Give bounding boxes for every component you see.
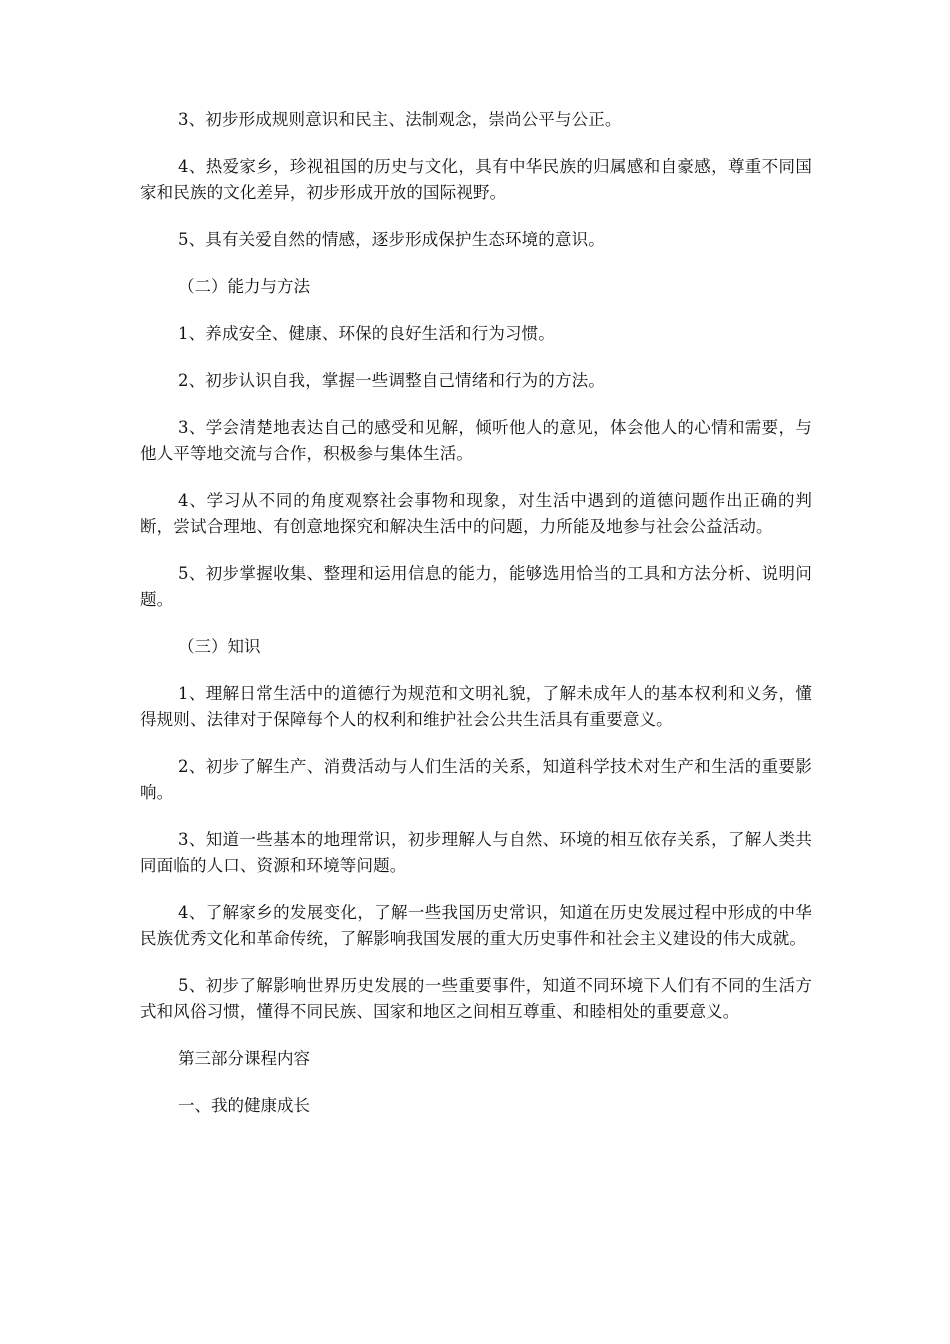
paragraph-knowledge-2: 2、初步了解生产、消费活动与人们生活的关系，知道科学技术对生产和生活的重要影响。 (140, 757, 812, 802)
part-heading-course-content: 第三部分课程内容 (178, 1049, 310, 1068)
paragraph-knowledge-4: 4、了解家乡的发展变化，了解一些我国历史常识，知道在历史发展过程中形成的中华民族优秀文化和革命传统，了解影响我国发展的重大历史事件和社会主义建设的伟大成就。 (140, 903, 812, 948)
section-heading-knowledge: （三）知识 (178, 637, 261, 656)
paragraph-knowledge-3: 3、知道一些基本的地理常识，初步理解人与自然、环境的相互依存关系，了解人类共同面临的人口、资源和环境等问题。 (140, 830, 812, 875)
paragraph-emotion-3: 3、初步形成规则意识和民主、法制观念，崇尚公平与公正。 (178, 110, 622, 129)
paragraph-ability-4: 4、学习从不同的角度观察社会事物和现象，对生活中遇到的道德问题作出正确的判断，尝试合理地、有创意地探究和解决生活中的问题，力所能及地参与社会公益活动。 (140, 491, 812, 536)
paragraph-emotion-4: 4、热爱家乡，珍视祖国的历史与文化，具有中华民族的归属感和自豪感，尊重不同国家和民族的文化差异，初步形成开放的国际视野。 (140, 157, 812, 202)
paragraph-ability-2: 2、初步认识自我，掌握一些调整自己情绪和行为的方法。 (178, 371, 605, 390)
chapter-heading-healthy-growth: 一、我的健康成长 (178, 1096, 310, 1115)
paragraph-emotion-5: 5、具有关爱自然的情感，逐步形成保护生态环境的意识。 (178, 230, 605, 249)
paragraph-ability-5: 5、初步掌握收集、整理和运用信息的能力，能够选用恰当的工具和方法分析、说明问题。 (140, 564, 812, 609)
paragraph-knowledge-5: 5、初步了解影响世界历史发展的一些重要事件，知道不同环境下人们有不同的生活方式和风俗习惯，懂得不同民族、国家和地区之间相互尊重、和睦相处的重要意义。 (140, 976, 812, 1021)
paragraph-ability-3: 3、学会清楚地表达自己的感受和见解，倾听他人的意见，体会他人的心情和需要，与他人平等地交流与合作，积极参与集体生活。 (140, 418, 812, 463)
section-heading-ability: （二）能力与方法 (178, 277, 310, 296)
document-body (140, 107, 812, 1140)
paragraph-ability-1: 1、养成安全、健康、环保的良好生活和行为习惯。 (178, 324, 555, 343)
paragraph-knowledge-1: 1、理解日常生活中的道德行为规范和文明礼貌，了解未成年人的基本权利和义务，懂得规则、法律对于保障每个人的权利和维护社会公共生活具有重要意义。 (140, 684, 812, 729)
